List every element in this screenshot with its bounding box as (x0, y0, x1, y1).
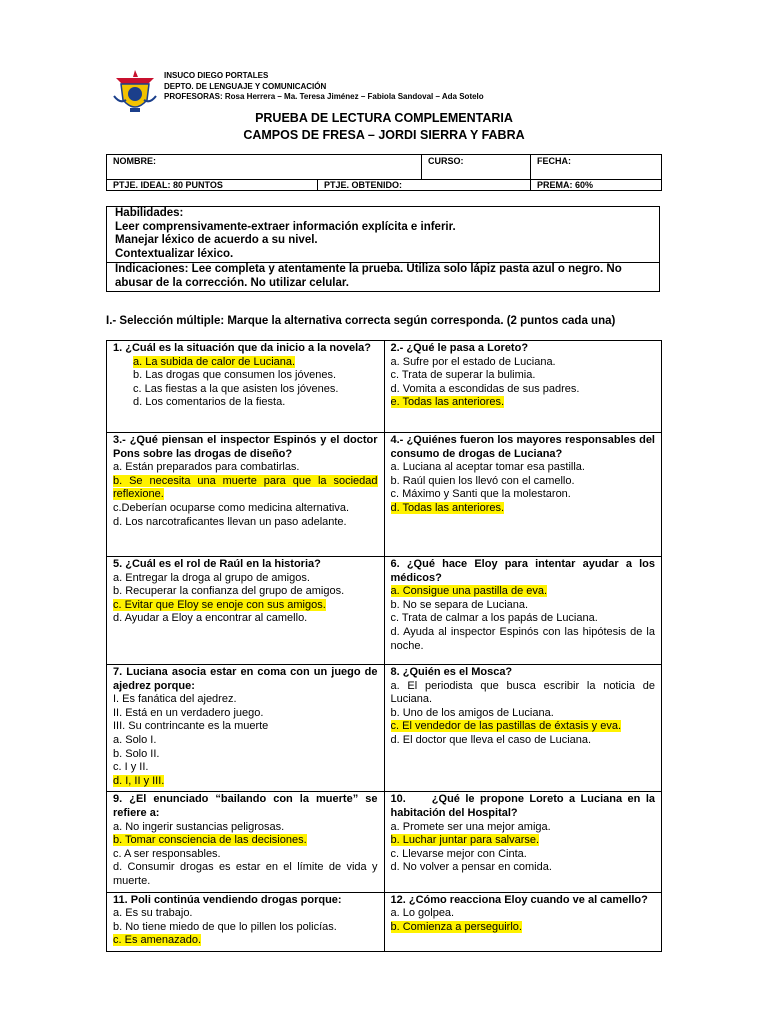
option[interactable]: d. Ayuda al inspector Espinós con las hipótesis de la noche. (390, 625, 655, 652)
option-selected[interactable]: a. La subida de calor de Luciana. (133, 355, 296, 368)
course-field[interactable]: CURSO: (422, 155, 531, 180)
question-cell (384, 665, 662, 792)
name-field[interactable]: NOMBRE: (107, 155, 422, 180)
option-selected[interactable]: c. Es amenazado. (113, 934, 202, 947)
question-text: 1. ¿Cuál es la situación que da inicio a la novela? (113, 342, 371, 354)
option[interactable]: II. Está en un verdadero juego. (113, 706, 264, 719)
question-cell (384, 892, 662, 951)
question-text: 5. ¿Cuál es el rol de Raúl en la historia? (113, 558, 321, 570)
question-cell (107, 557, 385, 665)
option[interactable]: c. Trata de superar la bulimia. (390, 369, 536, 382)
option[interactable]: a. Solo I. (113, 733, 157, 746)
option[interactable]: b. Las drogas que consumen los jóvenes. (133, 369, 337, 382)
option[interactable]: a. Están preparados para combatirlas. (113, 461, 300, 474)
ideal-score-cell: PTJE. IDEAL: 80 PUNTOS (107, 180, 318, 191)
school-header (164, 71, 484, 103)
test-title: PRUEBA DE LECTURA COMPLEMENTARIA (255, 111, 513, 125)
option[interactable]: a. Luciana al aceptar tomar esa pastilla. (390, 461, 585, 474)
option[interactable]: c. A ser responsables. (113, 847, 221, 860)
question-text: 7. Luciana asocia estar en coma con un juego de ajedrez porque: (113, 666, 378, 692)
skills-box (106, 206, 660, 292)
option[interactable]: d. Consumir drogas es estar en el límite de vida y muerte. (113, 861, 378, 887)
option[interactable]: a. No ingerir sustancias peligrosas. (113, 820, 285, 833)
question-text: 3.- ¿Qué piensan el inspector Espinós y el doctor Pons sobre las drogas de diseño? (113, 434, 378, 460)
option[interactable]: b. Uno de los amigos de Luciana. (390, 706, 554, 719)
option[interactable]: III. Su contrincante es la muerte (113, 720, 269, 733)
option-selected[interactable]: d. I, II y III. (113, 774, 165, 787)
option-selected[interactable]: e. Todas las anteriores. (390, 396, 505, 409)
option-selected[interactable]: a. Consigue una pastilla de eva. (390, 585, 548, 598)
instructions-text: Indicaciones: Lee completa y atentamente la prueba. Utiliza solo lápiz pasta azul o negro. No abusar de la corrección. No utilizar celular. (107, 262, 659, 291)
option[interactable]: c. Llevarse mejor con Cinta. (390, 847, 527, 860)
option[interactable]: a. Promete ser una mejor amiga. (390, 820, 551, 833)
department-name: DEPTO. DE LENGUAJE Y COMUNICACIÓN (164, 81, 327, 91)
option-selected[interactable]: b. Comienza a perseguirlo. (390, 920, 522, 933)
document-titles (0, 110, 768, 144)
section-title: I.- Selección múltiple: Marque la alternativa correcta según corresponda. (2 puntos cada una) (106, 315, 616, 327)
option[interactable]: d. Los comentarios de la fiesta. (133, 396, 286, 409)
student-info-table (106, 154, 662, 191)
option[interactable]: d. Los narcotraficantes llevan un paso adelante. (113, 515, 347, 528)
option[interactable]: b. No tiene miedo de que lo pillen los policías. (113, 920, 337, 933)
question-cell (107, 665, 385, 792)
question-text: 2.- ¿Qué le pasa a Loreto? (390, 342, 529, 354)
option-selected[interactable]: d. Todas las anteriores. (390, 501, 505, 514)
date-field[interactable]: FECHA: (531, 155, 662, 180)
option[interactable]: c.Deberían ocuparse como medicina alternativa. (113, 501, 350, 514)
option[interactable]: c. Las fiestas a la que asisten los jóvenes. (133, 382, 339, 395)
skills-heading: Habilidades: (115, 207, 184, 219)
question-text: 6. ¿Qué hace Eloy para intentar ayudar a los médicos? (390, 558, 655, 584)
question-cell (384, 433, 662, 557)
option-selected[interactable]: c. El vendedor de las pastillas de éxtasis y eva. (390, 720, 622, 733)
option[interactable]: b. No se separa de Luciana. (390, 598, 529, 611)
question-text: 9. ¿El enunciado “bailando con la muerte” se refiere a: (113, 793, 378, 819)
option[interactable]: a. Sufre por el estado de Luciana. (390, 355, 556, 368)
question-cell (384, 792, 662, 892)
question-body: ¿Qué le propone Loreto a Luciana en la habitación del Hospital? (390, 793, 655, 819)
option[interactable]: a. Es su trabajo. (113, 907, 193, 920)
option[interactable]: a. Lo golpea. (390, 907, 455, 920)
question-cell (107, 892, 385, 951)
skill-line: Leer comprensivamente-extraer información explícita e inferir. (115, 220, 456, 233)
option[interactable]: a. El periodista que busca escribir la noticia de Luciana. (390, 679, 655, 706)
option-selected[interactable]: c. Evitar que Eloy se enoje con sus amigos. (113, 598, 326, 611)
option[interactable]: I. Es fanática del ajedrez. (113, 693, 237, 706)
option[interactable]: d. No volver a pensar en comida. (390, 861, 552, 874)
question-cell (107, 433, 385, 557)
question-text (391, 793, 656, 820)
question-text: 4.- ¿Quiénes fueron los mayores responsables del consumo de drogas de Luciana? (390, 434, 655, 460)
option[interactable]: d. Vomita a escondidas de sus padres. (390, 382, 580, 395)
question-cell (107, 341, 385, 433)
option[interactable]: b. Recuperar la confianza del grupo de amigos. (113, 585, 345, 598)
option[interactable]: b. Raúl quien los llevó con el camello. (390, 474, 575, 487)
option[interactable]: c. I y II. (113, 761, 149, 774)
questions-table (106, 340, 662, 952)
skill-line: Manejar léxico de acuerdo a su nivel. (115, 234, 318, 247)
option-selected[interactable]: b. Se necesita una muerte para que la sociedad reflexione. (113, 474, 378, 501)
option[interactable]: c. Trata de calmar a los papás de Luciana. (390, 612, 598, 625)
option-selected[interactable]: b. Luchar juntar para salvarse. (390, 834, 540, 847)
obtained-score-field[interactable]: PTJE. OBTENIDO: (318, 180, 531, 191)
question-cell (384, 557, 662, 665)
school-name: INSUCO DIEGO PORTALES (164, 71, 269, 80)
skill-line: Contextualizar léxico. (115, 248, 234, 261)
question-cell (107, 792, 385, 892)
option[interactable]: c. Máximo y Santi que la molestaron. (390, 488, 571, 501)
question-text: 11. Poli continúa vendiendo drogas porque: (113, 893, 342, 906)
option-selected[interactable]: b. Tomar consciencia de las decisiones. (113, 834, 307, 847)
teachers-line: PROFESORAS: Rosa Herrera – Ma. Teresa Jiménez – Fabiola Sandoval – Ada Sotelo (164, 92, 484, 101)
option[interactable]: b. Solo II. (113, 747, 160, 760)
option[interactable]: a. Entregar la droga al grupo de amigos. (113, 571, 310, 584)
question-cell (384, 341, 662, 433)
prema-cell: PREMA: 60% (531, 180, 662, 191)
question-number: 10. (390, 793, 406, 806)
option[interactable]: d. Ayudar a Eloy a encontrar al camello. (113, 612, 308, 625)
question-text: 8. ¿Quién es el Mosca? (390, 666, 513, 678)
question-text: 12. ¿Cómo reacciona Eloy cuando ve al camello? (390, 893, 648, 906)
option[interactable]: d. El doctor que lleva el caso de Luciana. (390, 733, 592, 746)
book-title: CAMPOS DE FRESA – JORDI SIERRA Y FABRA (243, 128, 525, 142)
